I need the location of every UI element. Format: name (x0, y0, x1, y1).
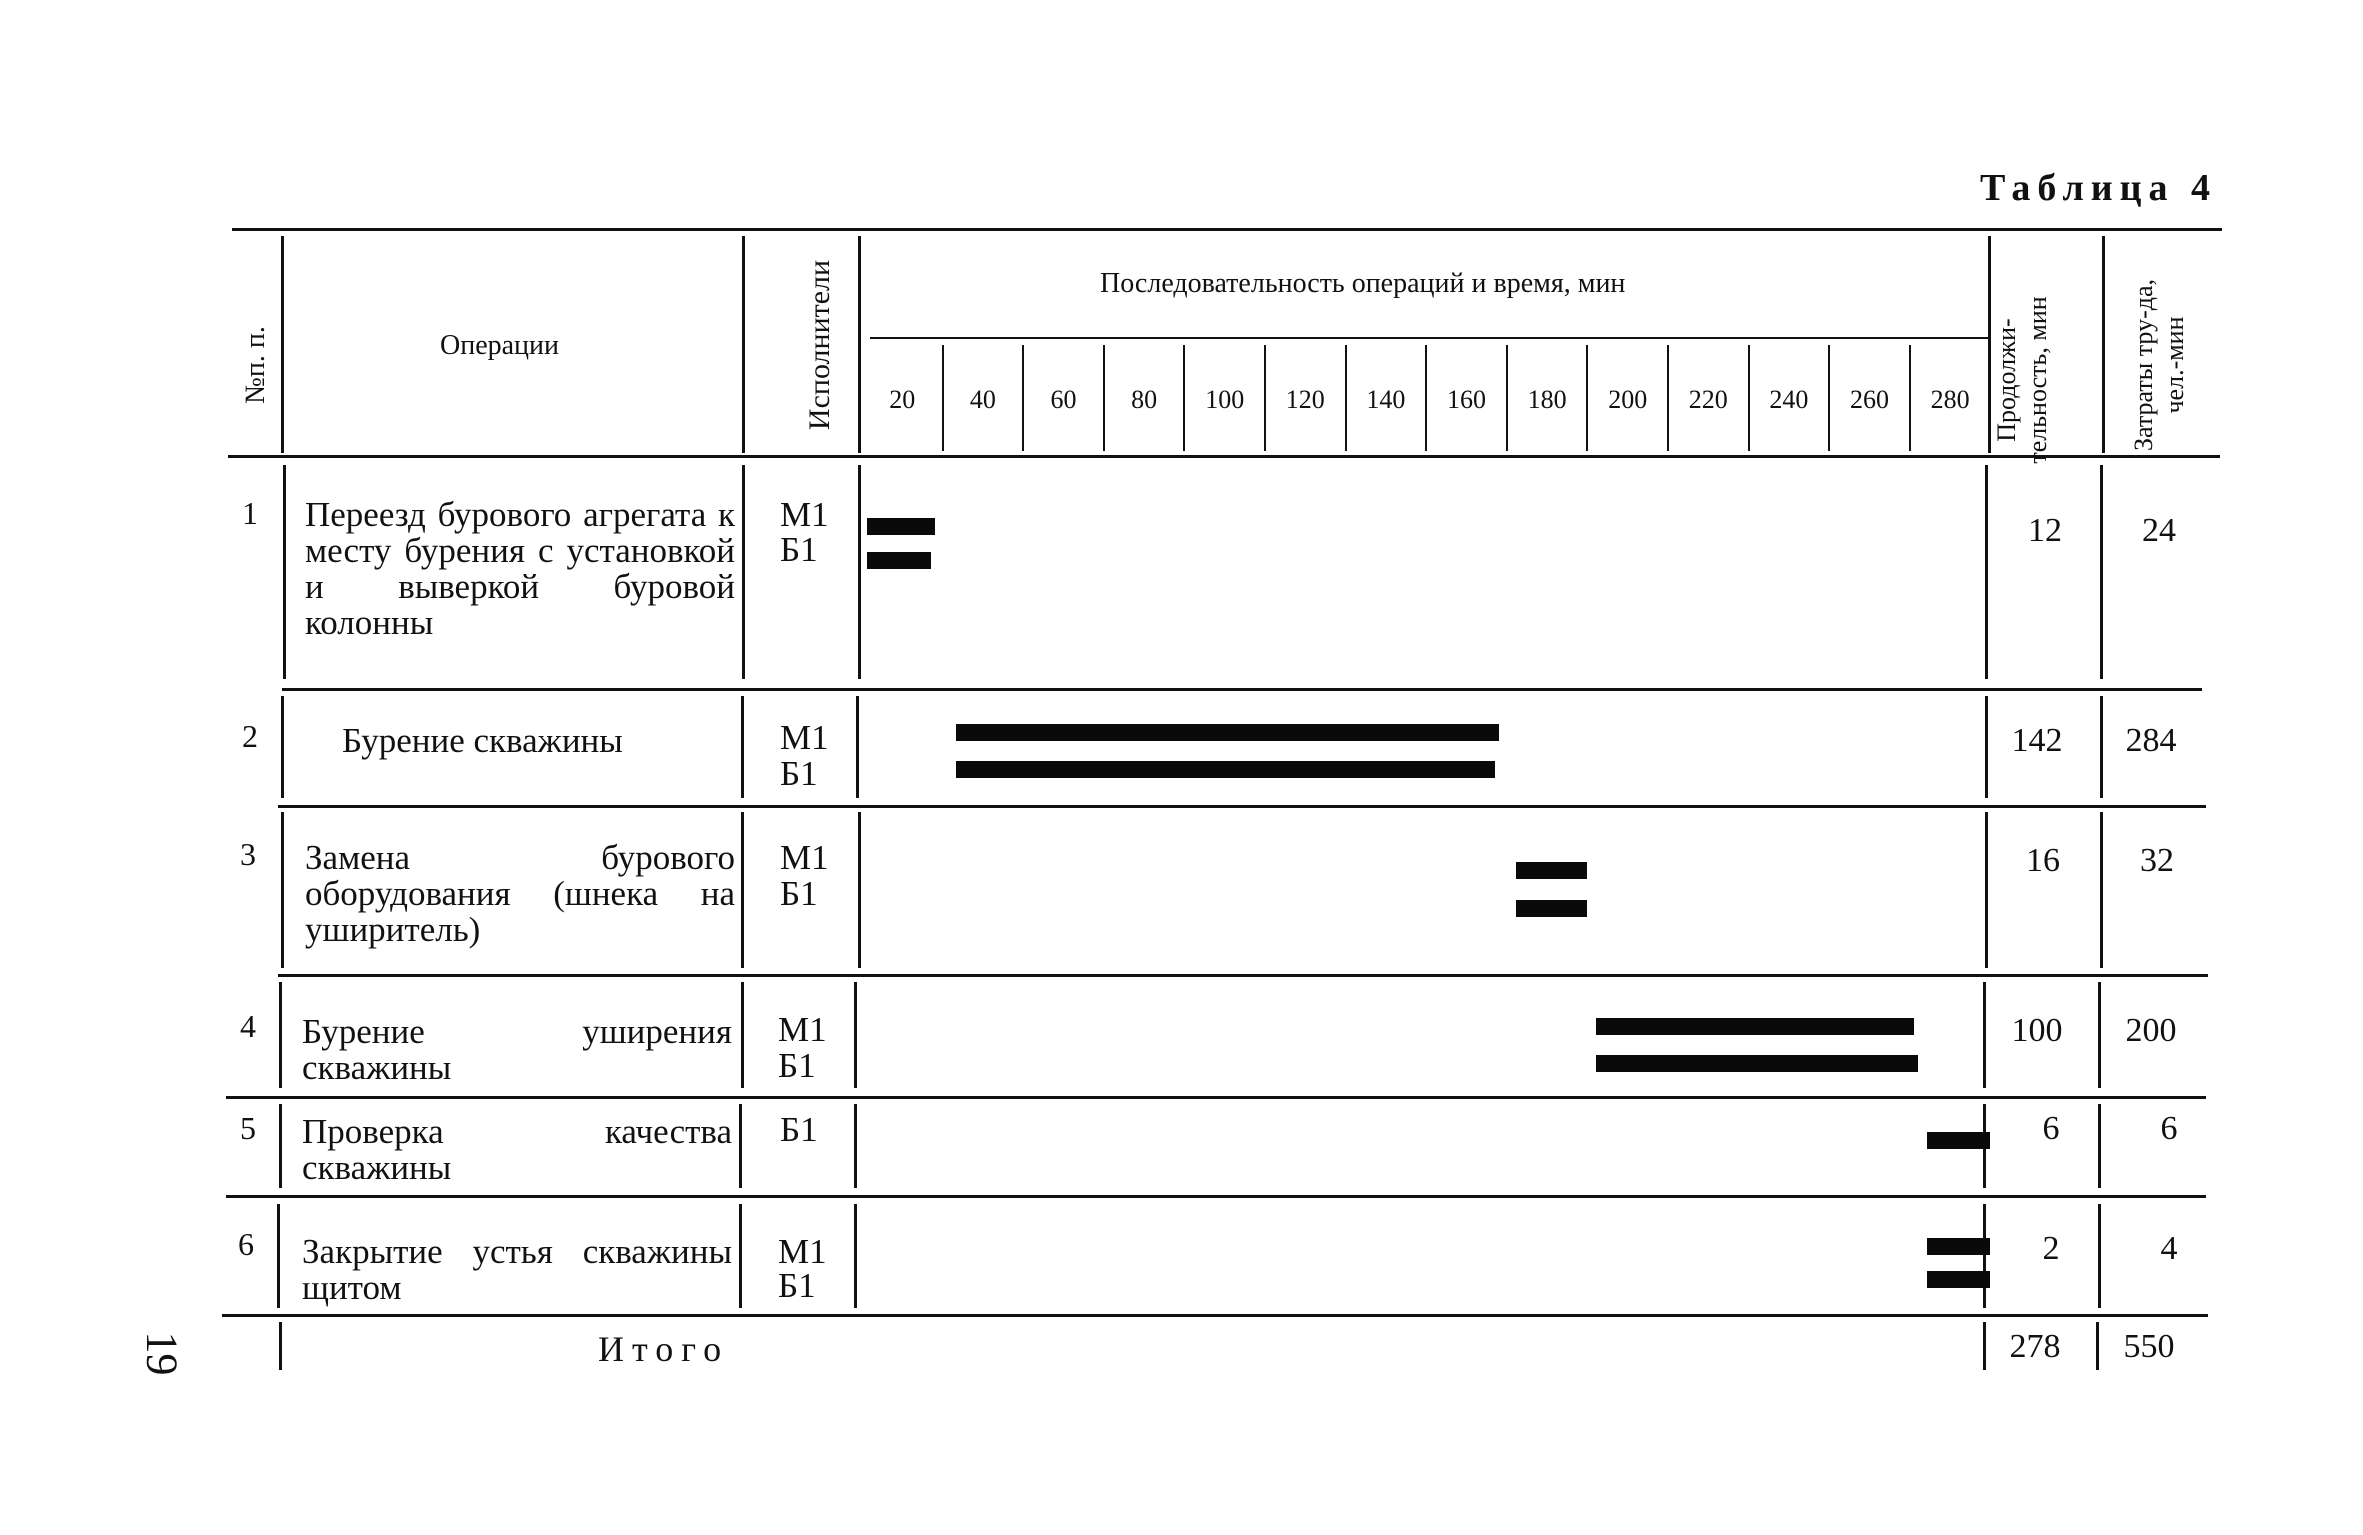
header-number: №п. п. (240, 326, 271, 404)
time-tick-label: 240 (1769, 385, 1809, 414)
operation-text: Проверка качества скважины (302, 1112, 732, 1187)
rule-row1-bottom (282, 688, 2202, 691)
vrule-r6-exec (854, 1204, 857, 1308)
executor-1: М1 (778, 1232, 827, 1271)
executor-2: Б1 (780, 874, 818, 913)
header-labor (2128, 260, 2198, 470)
labor-value: 4 (2160, 1230, 2178, 1267)
vrule-header-dur (2102, 236, 2105, 453)
total-label: Итого (598, 1329, 730, 1369)
vrule-body-seq (1985, 465, 1988, 679)
duration-value: 100 (2011, 1012, 2063, 1049)
gantt-bar-b1 (1596, 1055, 1917, 1072)
rule-row3-bottom (278, 974, 2208, 977)
vrule-r4-exec (854, 982, 857, 1088)
vrule-r3-seq (1985, 812, 1988, 968)
gantt-bar-m1 (867, 518, 935, 535)
table-caption: Таблица 4 (1980, 167, 2218, 209)
labor-value: 32 (2140, 842, 2174, 879)
labor-value: 6 (2160, 1110, 2178, 1147)
gantt-bar-b1 (1516, 900, 1588, 917)
gantt-bar-m1 (1516, 862, 1588, 879)
gantt-bar-b1 (956, 761, 1495, 778)
vrule-r3-dur (2100, 812, 2103, 968)
duration-value: 16 (2026, 842, 2060, 879)
vrule-r6-num (277, 1204, 280, 1308)
vrule-r4-num (279, 982, 282, 1088)
duration-value: 2 (2042, 1230, 2060, 1267)
executor-1: М1 (778, 1010, 827, 1049)
duration-value: 142 (2011, 722, 2063, 759)
vrule-r3-num (281, 812, 284, 968)
gantt-bar-m1 (956, 724, 1499, 741)
time-tick-label: 180 (1527, 385, 1567, 414)
gantt-bar-m1 (1927, 1238, 1991, 1255)
executor-1: М1 (780, 718, 829, 757)
vrule-r5-exec (854, 1104, 857, 1188)
vrule-r5-ops (739, 1104, 742, 1188)
time-tick-label: 220 (1688, 385, 1728, 414)
row-number: 5 (240, 1110, 256, 1146)
time-tick-label: 100 (1205, 385, 1245, 414)
time-tick-label: 260 (1850, 385, 1889, 414)
vrule-r4-ops (741, 982, 744, 1088)
labor-value: 284 (2125, 722, 2177, 759)
executor-1: М1 (780, 838, 829, 877)
total-duration: 278 (2009, 1328, 2061, 1365)
row-number: 1 (242, 495, 258, 531)
vrule-r6-ops (739, 1204, 742, 1308)
vrule-body-dur (2100, 465, 2103, 679)
page-number: 19 (137, 1331, 187, 1376)
rule-sequence-header (870, 337, 1990, 339)
vrule-r3-ops (741, 812, 744, 968)
executor-2: Б1 (778, 1266, 816, 1305)
gantt-bar-m1 (1596, 1018, 1913, 1035)
vrule-header-num (281, 236, 284, 453)
gantt-bar-b1 (867, 552, 931, 569)
time-tick-label: 120 (1285, 385, 1325, 414)
executor-2: Б1 (780, 530, 818, 569)
gantt-bar-b1 (1927, 1271, 1991, 1288)
vrule-total-left (279, 1322, 282, 1370)
time-tick-label: 200 (1608, 385, 1648, 414)
vrule-r5-num (279, 1104, 282, 1188)
vrule-body-num (283, 465, 286, 679)
vrule-body-exec (858, 465, 861, 679)
header-executors: Исполнители (803, 259, 836, 431)
rule-header-bottom (228, 455, 2220, 458)
header-sequence: Последовательность операций и время, мин (1100, 268, 1626, 299)
row-number: 2 (242, 718, 258, 754)
vrule-r2-exec (856, 696, 859, 798)
vrule-header-exec (858, 236, 861, 453)
operation-text: Замена бурового оборудования (шнека на уширитель) (305, 838, 735, 949)
labor-value: 24 (2142, 512, 2176, 549)
header-duration-text: Продолжи-тельность, мин (1992, 296, 2052, 464)
operation-text: Бурение уширения скважины (302, 1012, 732, 1087)
duration-value: 6 (2042, 1110, 2060, 1147)
rule-row2-bottom (278, 805, 2206, 808)
time-tick-label: 40 (969, 385, 996, 414)
time-tick-label: 20 (889, 385, 916, 414)
operation-text: Переезд бурового агрегата к месту бурения с установкой и выверкой буровой колонны (305, 495, 735, 642)
time-tick-label: 280 (1930, 385, 1970, 414)
time-tick-label: 80 (1131, 385, 1158, 414)
total-labor: 550 (2123, 1328, 2175, 1365)
operation-text: Бурение скважины (342, 721, 623, 760)
time-tick-label: 60 (1050, 385, 1077, 414)
rule-top (232, 228, 2222, 231)
row-number: 6 (238, 1226, 254, 1262)
executor-1: М1 (780, 495, 829, 534)
labor-value: 200 (2125, 1012, 2177, 1049)
executor-2: Б1 (780, 754, 818, 793)
time-tick-label: 140 (1366, 385, 1406, 414)
header-operations: Операции (440, 330, 560, 361)
executor-2: Б1 (778, 1046, 816, 1085)
time-tick-label: 160 (1447, 385, 1486, 414)
gantt-bar-b1 (1927, 1132, 1991, 1149)
rule-row5-bottom (226, 1195, 2206, 1198)
rule-row4-bottom (226, 1096, 2206, 1099)
vrule-body-ops (742, 465, 745, 679)
duration-value: 12 (2028, 512, 2062, 549)
row-number: 3 (240, 836, 256, 872)
vrule-r6-seq (1983, 1204, 1986, 1308)
vrule-header-ops (742, 236, 745, 453)
header-labor-text: Затраты тру-да, чел.-мин (2129, 278, 2189, 452)
vrule-r2-num (281, 696, 284, 798)
vrule-r3-exec (858, 812, 861, 968)
header-duration (1991, 275, 2091, 485)
executor-1: Б1 (780, 1110, 818, 1149)
rule-row6-bottom (222, 1314, 2208, 1317)
row-number: 4 (240, 1008, 256, 1044)
operation-text: Закрытие устья скважины щитом (302, 1232, 732, 1307)
